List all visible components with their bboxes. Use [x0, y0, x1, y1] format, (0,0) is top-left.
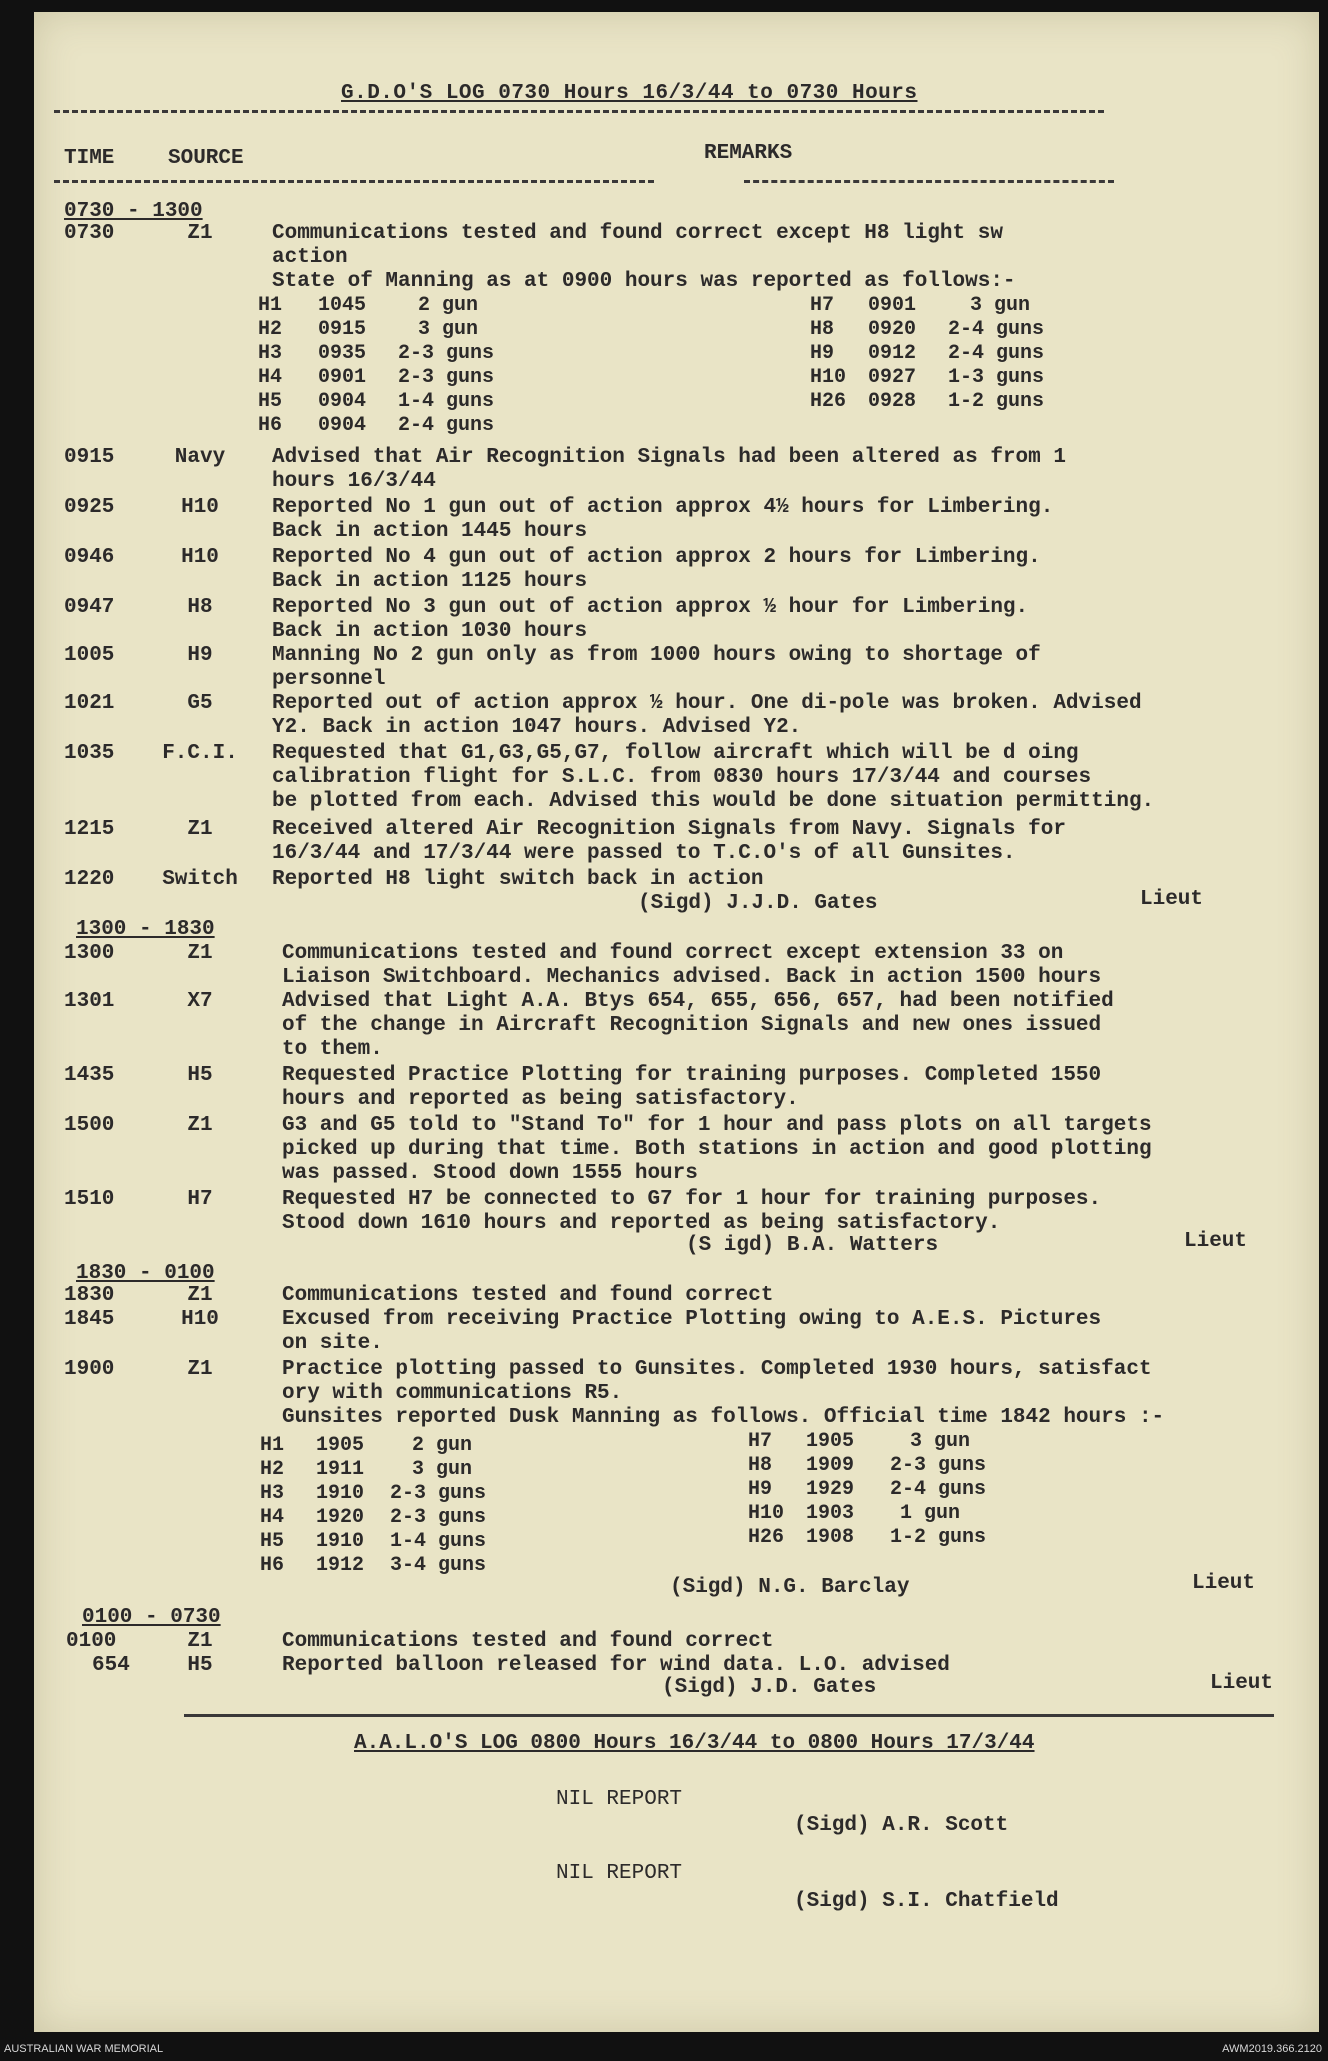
- manning-guns: 2-3 guns: [390, 1482, 487, 1505]
- manning-time: 0901: [318, 366, 367, 389]
- signature-name: (Sigd) J.J.D. Gates: [638, 892, 878, 915]
- manning-site: H9: [810, 342, 835, 365]
- signature-name: (Sigd) J.D. Gates: [662, 1676, 877, 1699]
- manning-guns: 1 gun: [900, 1502, 961, 1525]
- entry-source: H10: [181, 546, 219, 569]
- entry-source: H10: [181, 1308, 219, 1331]
- entry-time: 0925: [64, 496, 115, 519]
- manning-time: 1905: [806, 1430, 855, 1453]
- entry-remarks: Communications tested and found correct except H8 light sw action State of Manning as at 0900 hours was reported as follows:-: [272, 222, 1016, 293]
- manning-guns: 1-2 guns: [948, 390, 1045, 413]
- entry-source: Z1: [187, 1630, 213, 1653]
- manning-time: 1905: [316, 1434, 365, 1457]
- entry-remarks: Reported balloon released for wind data. L.O. advised: [282, 1654, 950, 1677]
- aalo-signature: (Sigd) S.I. Chatfield: [794, 1890, 1059, 1913]
- log-document: [34, 12, 1319, 2032]
- entry-source: Z1: [187, 1114, 213, 1137]
- entry-time: 1005: [64, 644, 115, 667]
- manning-time: 1908: [806, 1526, 855, 1549]
- entry-time: 1500: [64, 1114, 115, 1137]
- entry-time: 1300: [64, 942, 115, 965]
- entry-remarks: Reported out of action approx ½ hour. One di-pole was broken. Advised Y2. Back in action 1047 hours. Advised Y2.: [272, 692, 1142, 739]
- manning-site: H5: [258, 390, 283, 413]
- manning-site: H8: [748, 1454, 773, 1477]
- entry-remarks: Advised that Air Recognition Signals had been altered as from 1 hours 16/3/44: [272, 446, 1066, 493]
- manning-time: 0904: [318, 414, 367, 437]
- manning-time: 1920: [316, 1506, 365, 1529]
- manning-guns: 1-4 guns: [398, 390, 495, 413]
- entry-remarks: Requested that G1,G3,G5,G7, follow aircraft which will be d oing calibration flight for S.L.C. from 0830 hours 17/3/44 and courses be plotted from each. Advised this would be done situation permitting.: [272, 742, 1155, 813]
- entry-source: H5: [187, 1654, 213, 1677]
- manning-guns: 2-4 guns: [398, 414, 495, 437]
- manning-time: 0928: [868, 390, 917, 413]
- log-title: G.D.O'S LOG 0730 Hours 16/3/44 to 0730 Hours: [341, 82, 918, 105]
- entry-remarks: Communications tested and found correct: [282, 1630, 774, 1653]
- manning-time: 1911: [316, 1458, 365, 1481]
- entry-remarks: Reported No 4 gun out of action approx 2 hours for Limbering. Back in action 1125 hours: [272, 546, 1041, 593]
- manning-site: H1: [260, 1434, 285, 1457]
- nil-report: NIL REPORT: [556, 1862, 683, 1885]
- entry-remarks: Manning No 2 gun only as from 1000 hours owing to shortage of personnel: [272, 644, 1041, 691]
- manning-guns: 1-4 guns: [390, 1530, 487, 1553]
- manning-guns: 3 gun: [970, 294, 1031, 317]
- manning-site: H5: [260, 1530, 285, 1553]
- nil-report: NIL REPORT: [556, 1788, 683, 1811]
- manning-time: 0904: [318, 390, 367, 413]
- manning-guns: 2 gun: [418, 294, 479, 317]
- manning-site: H10: [810, 366, 847, 389]
- manning-site: H6: [260, 1554, 285, 1577]
- footer-accession-number: AWM2019.366.2120: [1222, 2043, 1322, 2055]
- manning-guns: 2-4 guns: [948, 318, 1045, 341]
- entry-time: 1301: [64, 990, 115, 1013]
- column-header-source: SOURCE: [168, 147, 244, 170]
- aalo-title: A.A.L.O'S LOG 0800 Hours 16/3/44 to 0800 Hours 17/3/44: [354, 1732, 1035, 1755]
- manning-site: H2: [260, 1458, 285, 1481]
- entry-time: 1215: [64, 818, 115, 841]
- manning-guns: 2-4 guns: [890, 1478, 987, 1501]
- manning-site: H8: [810, 318, 835, 341]
- signature-rank: Lieut: [1210, 1672, 1274, 1695]
- entry-source: Navy: [174, 446, 226, 469]
- entry-source: H8: [187, 596, 213, 619]
- entry-time: 1021: [64, 692, 115, 715]
- signature-name: (S igd) B.A. Watters: [686, 1234, 939, 1257]
- manning-time: 1909: [806, 1454, 855, 1477]
- entry-source: Z1: [187, 222, 213, 245]
- manning-guns: 1-2 guns: [890, 1526, 987, 1549]
- manning-site: H10: [748, 1502, 785, 1525]
- entry-source: Switch: [162, 868, 238, 891]
- entry-source: F.C.I.: [162, 742, 238, 765]
- entry-source: H9: [187, 644, 213, 667]
- entry-time: 0730: [64, 222, 115, 245]
- manning-site: H2: [258, 318, 283, 341]
- manning-time: 1929: [806, 1478, 855, 1501]
- manning-time: 0920: [868, 318, 917, 341]
- manning-guns: 1-3 guns: [948, 366, 1045, 389]
- manning-time: 1910: [316, 1482, 365, 1505]
- manning-site: H7: [810, 294, 835, 317]
- column-header-remarks: REMARKS: [704, 142, 793, 165]
- signature-rank: Lieut: [1184, 1230, 1248, 1253]
- manning-site: H6: [258, 414, 283, 437]
- manning-guns: 2-3 guns: [390, 1506, 487, 1529]
- entry-source: H10: [181, 496, 219, 519]
- aalo-signature: (Sigd) A.R. Scott: [794, 1814, 1009, 1837]
- manning-site: H9: [748, 1478, 773, 1501]
- entry-time: 0946: [64, 546, 115, 569]
- header-rule-left: [54, 180, 654, 183]
- column-header-time: TIME: [64, 147, 115, 170]
- manning-site: H1: [258, 294, 283, 317]
- entry-remarks: Communications tested and found correct except extension 33 on Liaison Switchboard. Mechanics advised. Back in action 1500 hours: [282, 942, 1102, 989]
- entry-remarks: Excused from receiving Practice Plotting owing to A.E.S. Pictures on site.: [282, 1308, 1102, 1355]
- entry-source: H7: [187, 1188, 213, 1211]
- entry-time: 1220: [64, 868, 115, 891]
- manning-guns: 3 gun: [418, 318, 479, 341]
- manning-site: H26: [810, 390, 847, 413]
- entry-source: X7: [187, 990, 213, 1013]
- entry-source: Z1: [187, 942, 213, 965]
- signature-rank: Lieut: [1140, 888, 1204, 911]
- entry-remarks: Communications tested and found correct: [282, 1284, 774, 1307]
- manning-site: H26: [748, 1526, 785, 1549]
- entry-time: 0947: [64, 596, 115, 619]
- entry-source: Z1: [187, 1358, 213, 1381]
- period-heading: 0730 - 1300: [64, 200, 203, 223]
- entry-time: 1830: [64, 1284, 115, 1307]
- entry-source: Z1: [187, 1284, 213, 1307]
- manning-site: H4: [258, 366, 283, 389]
- period-heading: 1830 - 0100: [76, 1262, 215, 1285]
- entry-time: 0915: [64, 446, 115, 469]
- manning-time: 1045: [318, 294, 367, 317]
- signature-name: (Sigd) N.G. Barclay: [670, 1576, 910, 1599]
- manning-time: 0901: [868, 294, 917, 317]
- entry-time: 1435: [64, 1064, 115, 1087]
- header-rule-right: [744, 180, 1114, 183]
- entry-remarks: Reported H8 light switch back in action: [272, 868, 764, 891]
- manning-guns: 3-4 guns: [390, 1554, 487, 1577]
- manning-guns: 2-3 guns: [890, 1454, 987, 1477]
- entry-time: 1900: [64, 1358, 115, 1381]
- entry-source: H5: [187, 1064, 213, 1087]
- entry-source: Z1: [187, 818, 213, 841]
- footer-archive-name: AUSTRALIAN WAR MEMORIAL: [4, 2043, 164, 2055]
- manning-time: 0912: [868, 342, 917, 365]
- entry-time: 654: [92, 1654, 130, 1677]
- manning-site: H7: [748, 1430, 773, 1453]
- header-rule-top: [54, 110, 1104, 113]
- entry-remarks: Requested H7 be connected to G7 for 1 hour for training purposes. Stood down 1610 hours and reported as being satisfactory.: [282, 1188, 1102, 1235]
- manning-time: 1910: [316, 1530, 365, 1553]
- entry-remarks: Requested Practice Plotting for training purposes. Completed 1550 hours and reported as being satisfactory.: [282, 1064, 1102, 1111]
- entry-time: 1510: [64, 1188, 115, 1211]
- manning-guns: 3 gun: [412, 1458, 473, 1481]
- manning-site: H3: [258, 342, 283, 365]
- entry-remarks: Advised that Light A.A. Btys 654, 655, 656, 657, had been notified of the change in Aircraft Recognition Signals and new ones issued to them.: [282, 990, 1114, 1061]
- manning-time: 0915: [318, 318, 367, 341]
- manning-time: 1912: [316, 1554, 365, 1577]
- entry-remarks: Practice plotting passed to Gunsites. Completed 1930 hours, satisfact ory with communications R5. Gunsites reported Dusk Manning as follows. Official time 1842 hours :-: [282, 1358, 1165, 1429]
- manning-guns: 2-3 guns: [398, 366, 495, 389]
- manning-site: H4: [260, 1506, 285, 1529]
- entry-remarks: Reported No 3 gun out of action approx ½ hour for Limbering. Back in action 1030 hours: [272, 596, 1029, 643]
- manning-time: 0927: [868, 366, 917, 389]
- signature-rank: Lieut: [1192, 1572, 1256, 1595]
- manning-time: 1903: [806, 1502, 855, 1525]
- divider-rule: [184, 1714, 1274, 1717]
- manning-guns: 2-4 guns: [948, 342, 1045, 365]
- entry-remarks: Received altered Air Recognition Signals from Navy. Signals for 16/3/44 and 17/3/44 were passed to T.C.O's of all Gunsites.: [272, 818, 1066, 865]
- manning-site: H3: [260, 1482, 285, 1505]
- manning-guns: 2 gun: [412, 1434, 473, 1457]
- entry-source: G5: [187, 692, 213, 715]
- manning-time: 0935: [318, 342, 367, 365]
- manning-guns: 2-3 guns: [398, 342, 495, 365]
- entry-remarks: G3 and G5 told to "Stand To" for 1 hour and pass plots on all targets picked up during that time. Both stations in action and good plotting was passed. Stood down 1555 hours: [282, 1114, 1152, 1185]
- entry-time: 1035: [64, 742, 115, 765]
- entry-time: 0100: [66, 1630, 117, 1653]
- entry-time: 1845: [64, 1308, 115, 1331]
- period-heading: 0100 - 0730: [82, 1606, 221, 1629]
- entry-remarks: Reported No 1 gun out of action approx 4½ hours for Limbering. Back in action 1445 hours: [272, 496, 1054, 543]
- manning-guns: 3 gun: [910, 1430, 971, 1453]
- period-heading: 1300 - 1830: [76, 918, 215, 941]
